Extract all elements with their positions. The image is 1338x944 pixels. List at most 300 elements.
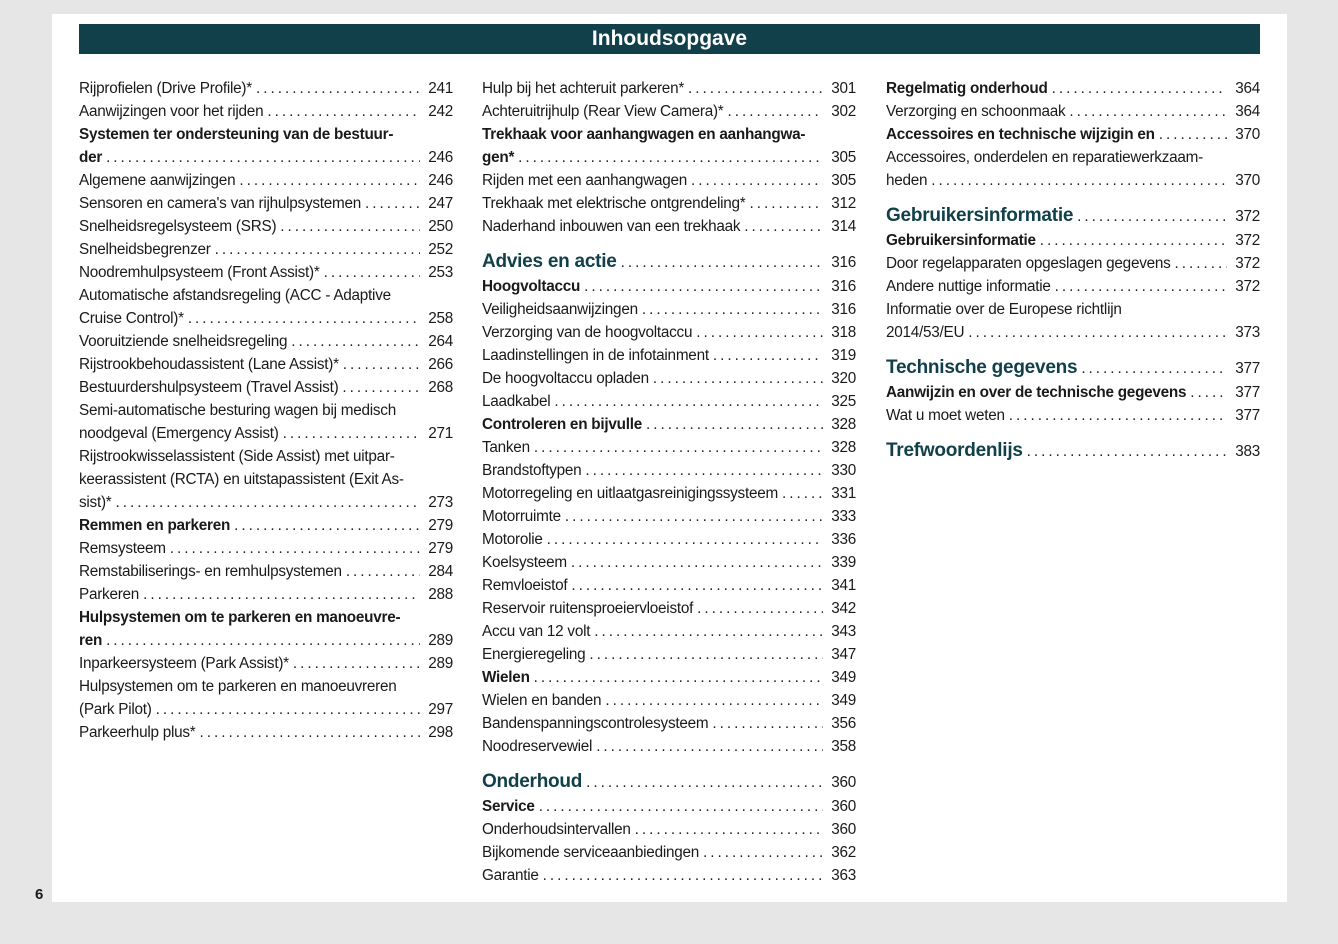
toc-entry-row [886,204,1260,229]
toc-entry-text: Aanwijzingen voor het rijden [79,103,264,120]
toc-page-number: 347 [831,646,856,663]
toc-entry-text: Motorolie [482,531,543,548]
toc-entry[interactable] [482,574,856,597]
toc-entry-row [79,491,453,514]
toc-entry[interactable] [79,583,453,606]
toc-page-number: 333 [831,508,856,525]
toc-entry-text: Wielen en banden [482,692,602,709]
toc-page-number: 258 [428,310,453,327]
toc-entry[interactable] [482,298,856,321]
toc-page-number: 372 [1235,232,1260,249]
toc-entry-text: Laadkabel [482,393,551,410]
dot-leader [596,735,823,758]
toc-page-number: 377 [1235,384,1260,401]
toc-page-number: 383 [1235,443,1260,460]
toc-section-heading[interactable] [482,770,856,795]
toc-entry[interactable] [482,77,856,100]
dot-leader [589,643,823,666]
dot-leader [200,721,421,744]
toc-entry-text: Verzorging van de hoogvoltaccu [482,324,693,341]
dot-leader [585,459,823,482]
toc-entry[interactable] [79,353,453,376]
dot-leader [346,560,420,583]
dot-leader [1159,123,1227,146]
dot-leader [1190,381,1227,404]
dot-leader [106,146,420,169]
toc-entry-text: ren [79,632,103,649]
toc-entry[interactable] [482,367,856,390]
dot-leader [586,771,823,795]
toc-page-number: 360 [831,798,856,815]
toc-page-number: 372 [1235,255,1260,272]
toc-entry[interactable] [482,735,856,758]
toc-page-number: 364 [1235,80,1260,97]
dot-leader [1081,357,1227,381]
toc-entry-row [79,353,453,376]
toc-entry-row [886,275,1260,298]
toc-page-number: 343 [831,623,856,640]
toc-entry-text: Koelsysteem [482,554,567,571]
toc-entry-row [79,77,453,100]
toc-entry[interactable] [482,482,856,505]
dot-leader [280,215,420,238]
page-title: Inhoudsopgave [79,24,1260,54]
toc-entry-text: Remvloeistof [482,577,568,594]
toc-entry-row [482,192,856,215]
toc-entry[interactable] [482,864,856,887]
toc-page-number: 377 [1235,360,1260,377]
toc-entry-text: Parkeren [79,586,140,603]
toc-page-number: 316 [831,278,856,295]
toc-entry-text: Brandstoftypen [482,462,582,479]
toc-entry[interactable] [482,344,856,367]
toc-page-number: 252 [428,241,453,258]
toc-entry-text: Verzorging en schoonmaak [886,103,1066,120]
toc-page-number: 246 [428,172,453,189]
toc-entry-row [886,321,1260,344]
toc-entry-row [482,795,856,818]
toc-entry-row [79,560,453,583]
toc-page-number: 279 [428,540,453,557]
toc-entry-text: Hulp bij het achteruit parkeren* [482,80,685,97]
toc-entry[interactable] [79,77,453,100]
toc-page-number: 336 [831,531,856,548]
toc-entry-text: heden [886,172,928,189]
toc-entry-text: Laadinstellingen in de infotainment [482,347,709,364]
toc-entry[interactable] [79,514,453,537]
toc-entry-text: Onderhoud [482,771,583,792]
toc-page-number: 305 [831,172,856,189]
toc-entry[interactable] [482,275,856,298]
toc-entry-row [482,367,856,390]
toc-entry-row [482,818,856,841]
toc-entry-text: gen* [482,149,515,166]
toc-column-3 [886,77,1260,464]
toc-entry[interactable] [79,192,453,215]
toc-entry[interactable] [482,321,856,344]
dot-leader [267,100,420,123]
toc-page-number: 302 [831,103,856,120]
toc-entry-text: De hoogvoltaccu opladen [482,370,649,387]
toc-entry-text: keerassistent (RCTA) en uitstapassistent (Exit As- [79,471,404,488]
toc-entry-row [482,574,856,597]
toc-entry-text: Onderhoudsintervallen [482,821,631,838]
toc-entry-text: (Park Pilot) [79,701,152,718]
dot-leader [744,215,823,238]
toc-page-number: 373 [1235,324,1260,341]
toc-page-number: 362 [831,844,856,861]
toc-section-heading[interactable] [886,439,1260,464]
toc-entry[interactable] [482,390,856,413]
toc-entry-text: Inparkeersysteem (Park Assist)* [79,655,289,672]
toc-entry-text: Motorregeling en uitlaatgasreinigingssysteem [482,485,778,502]
toc-entry[interactable] [482,459,856,482]
toc-page-number: 305 [831,149,856,166]
toc-entry-text: Aanwijzin en over de technische gegevens [886,384,1187,401]
toc-entry-row [482,643,856,666]
toc-entry[interactable] [482,215,856,238]
toc-entry[interactable] [79,215,453,238]
dot-leader [571,551,823,574]
toc-entry[interactable] [482,643,856,666]
toc-entry-text: Energieregeling [482,646,586,663]
toc-entry[interactable] [79,376,453,399]
toc-entry-row [482,689,856,712]
toc-entry-row [482,770,856,795]
toc-page-number: 342 [831,600,856,617]
dot-leader [713,344,823,367]
toc-entry[interactable] [482,818,856,841]
toc-entry-row [482,482,856,505]
toc-entry[interactable] [79,261,453,284]
toc-entry-text: Hoogvoltaccu [482,278,581,295]
dot-leader [534,436,823,459]
toc-page-number: 339 [831,554,856,571]
dot-leader [1040,229,1228,252]
toc-entry-row [79,215,453,238]
toc-entry-text: Wat u moet weten [886,407,1005,424]
toc-entry[interactable] [482,528,856,551]
toc-entry-text: Informatie over de Europese richtlijn [886,301,1122,318]
toc-entry-row [79,100,453,123]
toc-entry-row [482,620,856,643]
toc-entry[interactable] [79,399,453,445]
toc-entry[interactable] [886,252,1260,275]
toc-entry[interactable] [886,381,1260,404]
toc-entry-row [79,537,453,560]
toc-entry-row [79,169,453,192]
dot-leader [712,712,823,735]
toc-entry-text: Achteruitrijhulp (Rear View Camera)* [482,103,724,120]
toc-section-heading[interactable] [886,204,1260,229]
toc-entry[interactable] [482,436,856,459]
toc-page-number: 264 [428,333,453,350]
toc-entry[interactable] [79,560,453,583]
dot-leader [1069,100,1227,123]
toc-entry-row [482,344,856,367]
toc-entry[interactable] [79,652,453,675]
toc-page-number: 320 [831,370,856,387]
dot-leader [1027,440,1228,464]
dot-leader [291,330,420,353]
toc-page-number: 241 [428,80,453,97]
toc-entry[interactable] [482,620,856,643]
dot-leader [156,698,421,721]
toc-entry-text: Tanken [482,439,530,456]
toc-entry-text: Parkeerhulp plus* [79,724,196,741]
toc-entry-row [482,841,856,864]
toc-entry[interactable] [482,712,856,735]
toc-entry-row [482,459,856,482]
toc-page-number: 370 [1235,126,1260,143]
toc-entry-row [886,356,1260,381]
toc-entry-row [79,146,453,169]
toc-entry-row [482,864,856,887]
dot-leader [565,505,823,528]
toc-entry-text: Motorruimte [482,508,561,525]
toc-page-number: 341 [831,577,856,594]
toc-entry-row [886,404,1260,427]
toc-entry-text: Controleren en bijvulle [482,416,642,433]
toc-entry-text: Bandenspanningscontrolesysteem [482,715,709,732]
toc-entry-text: Noodremhulpsysteem (Front Assist)* [79,264,320,281]
toc-entry[interactable] [79,675,453,721]
toc-entry-text: Reservoir ruitensproeiervloeistof [482,600,694,617]
toc-page-number: 312 [831,195,856,212]
toc-entry-text: Accessoires, onderdelen en reparatiewerkzaam- [886,149,1203,166]
toc-entry-text: Door regelapparaten opgeslagen gegevens [886,255,1171,272]
toc-entry[interactable] [79,100,453,123]
dot-leader [931,169,1227,192]
toc-entry-text: Veiligheidsaanwijzingen [482,301,638,318]
dot-leader [1009,404,1228,427]
toc-entry-text: Service [482,798,535,815]
dot-leader [1055,275,1228,298]
toc-entry[interactable] [482,169,856,192]
toc-entry-text: Rijstrookbehoudassistent (Lane Assist)* [79,356,339,373]
toc-entry-row [482,169,856,192]
toc-entry[interactable] [482,100,856,123]
toc-entry-text: Trefwoordenlijs [886,440,1023,461]
toc-entry-row [482,735,856,758]
toc-entry-row [79,422,453,445]
toc-page-number: 279 [428,517,453,534]
toc-entry[interactable] [482,689,856,712]
toc-page-number: 288 [428,586,453,603]
toc-entry-row [482,77,856,100]
toc-entry-row [79,192,453,215]
dot-leader [534,666,824,689]
toc-entry[interactable] [482,795,856,818]
dot-leader [703,841,823,864]
toc-entry-row [79,330,453,353]
toc-entry-row [482,712,856,735]
toc-entry-text: Naderhand inbouwen van een trekhaak [482,218,741,235]
toc-entry[interactable] [886,123,1260,146]
toc-entry[interactable] [886,146,1260,192]
dot-leader [239,169,420,192]
toc-entry-row [482,505,856,528]
toc-page-number: 247 [428,195,453,212]
toc-page-number: 331 [831,485,856,502]
toc-entry-text: Remmen en parkeren [79,517,231,534]
dot-leader [547,528,824,551]
dot-leader [621,251,824,275]
toc-entry[interactable] [482,505,856,528]
toc-entry-row [482,528,856,551]
toc-entry[interactable] [482,841,856,864]
toc-page-number: 360 [831,774,856,791]
dot-leader [749,192,823,215]
toc-entry-row [482,666,856,689]
dot-leader [342,376,420,399]
toc-entry-row [482,215,856,238]
toc-entry-text: Algemene aanwijzingen [79,172,236,189]
toc-entry-text: Regelmatig onderhoud [886,80,1048,97]
toc-entry-text: Accessoires en technische wijzigin en [886,126,1155,143]
toc-entry-text: Wielen [482,669,530,686]
toc-entry[interactable] [886,275,1260,298]
toc-entry-row [79,721,453,744]
dot-leader [697,597,823,620]
toc-entry-text: Rijden met een aanhangwagen [482,172,688,189]
toc-entry[interactable] [886,404,1260,427]
toc-entry[interactable] [79,606,453,652]
toc-entry[interactable] [79,721,453,744]
dot-leader [343,353,420,376]
dot-leader [584,275,823,298]
toc-entry-row [482,597,856,620]
toc-page-number: 266 [428,356,453,373]
toc-entry[interactable] [79,169,453,192]
toc-entry-text: Systemen ter ondersteuning van de bestuur- [79,126,394,143]
toc-column-1 [79,77,453,744]
toc-entry-text: Accu van 12 volt [482,623,591,640]
toc-entry-text: Semi-automatische besturing wagen bij medisch [79,402,396,419]
toc-entry[interactable] [79,330,453,353]
toc-entry[interactable] [886,77,1260,100]
toc-entry[interactable] [79,445,453,514]
toc-entry[interactable] [482,192,856,215]
dot-leader [283,422,421,445]
toc-page-number: 246 [428,149,453,166]
toc-page-number: 330 [831,462,856,479]
toc-entry[interactable] [482,551,856,574]
dot-leader [635,818,824,841]
toc-page-number: 253 [428,264,453,281]
toc-entry[interactable] [886,298,1260,344]
dot-leader [728,100,824,123]
toc-entry-row [482,275,856,298]
dot-leader [365,192,420,215]
toc-entry-text: Hulpsystemen om te parkeren en manoeuvreren [79,678,397,695]
dot-leader [539,795,824,818]
toc-page-number: 316 [831,254,856,271]
toc-entry-row [79,652,453,675]
toc-entry-text: Snelheidsbegrenzer [79,241,211,258]
dot-leader [688,77,823,100]
toc-entry[interactable] [79,123,453,169]
toc-page-number: 328 [831,439,856,456]
toc-entry-text: sist)* [79,494,112,511]
toc-entry-text: Bestuurdershulpsysteem (Travel Assist) [79,379,339,396]
toc-entry-row [79,307,453,330]
toc-entry-text: Automatische afstandsregeling (ACC - Adaptive [79,287,391,304]
dot-leader [543,864,824,887]
toc-page-number: 356 [831,715,856,732]
toc-page-number: 301 [831,80,856,97]
dot-leader [594,620,823,643]
toc-entry-row [79,629,453,652]
toc-entry-row [79,376,453,399]
dot-leader [642,298,823,321]
toc-page-number: 289 [428,655,453,672]
toc-entry-text: Rijprofielen (Drive Profile)* [79,80,252,97]
dot-leader [1077,205,1227,229]
toc-entry-row [886,229,1260,252]
toc-entry[interactable] [79,238,453,261]
toc-entry-row [482,436,856,459]
toc-entry[interactable] [79,284,453,330]
toc-page-number: 358 [831,738,856,755]
toc-page-number: 377 [1235,407,1260,424]
toc-entry-text: Vooruitziende snelheidsregeling [79,333,288,350]
toc-entry-row [482,250,856,275]
toc-page-number: 314 [831,218,856,235]
toc-entry-text: Sensoren en camera's van rijhulpsystemen [79,195,362,212]
toc-page-number: 298 [428,724,453,741]
toc-entry-text: 2014/53/EU [886,324,965,341]
toc-entry[interactable] [79,537,453,560]
toc-entry-text: Noodreservewiel [482,738,593,755]
toc-entry-text: Hulpsystemen om te parkeren en manoeuvre- [79,609,401,626]
toc-entry-text: Bijkomende serviceaanbiedingen [482,844,700,861]
toc-entry[interactable] [482,597,856,620]
toc-entry[interactable] [886,100,1260,123]
toc-entry-row [79,583,453,606]
toc-page-number: 349 [831,669,856,686]
toc-page-number: 325 [831,393,856,410]
toc-page-number: 319 [831,347,856,364]
toc-entry-text: noodgeval (Emergency Assist) [79,425,279,442]
toc-column-2 [482,77,856,887]
toc-entry-text: Remsysteem [79,540,166,557]
toc-page-number: 364 [1235,103,1260,120]
toc-entry[interactable] [482,123,856,169]
toc-entry[interactable] [482,666,856,689]
dot-leader [116,491,421,514]
toc-entry-row [482,551,856,574]
toc-section-heading[interactable] [482,250,856,275]
dot-leader [234,514,420,537]
toc-entry-row [886,77,1260,100]
toc-page-number: 242 [428,103,453,120]
toc-entry[interactable] [886,229,1260,252]
toc-page-number: 372 [1235,278,1260,295]
toc-entry-row [886,123,1260,146]
toc-entry[interactable] [482,413,856,436]
dot-leader [782,482,823,505]
toc-page-number: 370 [1235,172,1260,189]
dot-leader [1052,77,1228,100]
toc-section-heading[interactable] [886,356,1260,381]
toc-entry-text: der [79,149,103,166]
toc-page-number: 284 [428,563,453,580]
toc-entry-row [482,321,856,344]
dot-leader [324,261,421,284]
toc-entry-text: Trekhaak voor aanhangwagen en aanhangwa- [482,126,806,143]
dot-leader [256,77,420,100]
